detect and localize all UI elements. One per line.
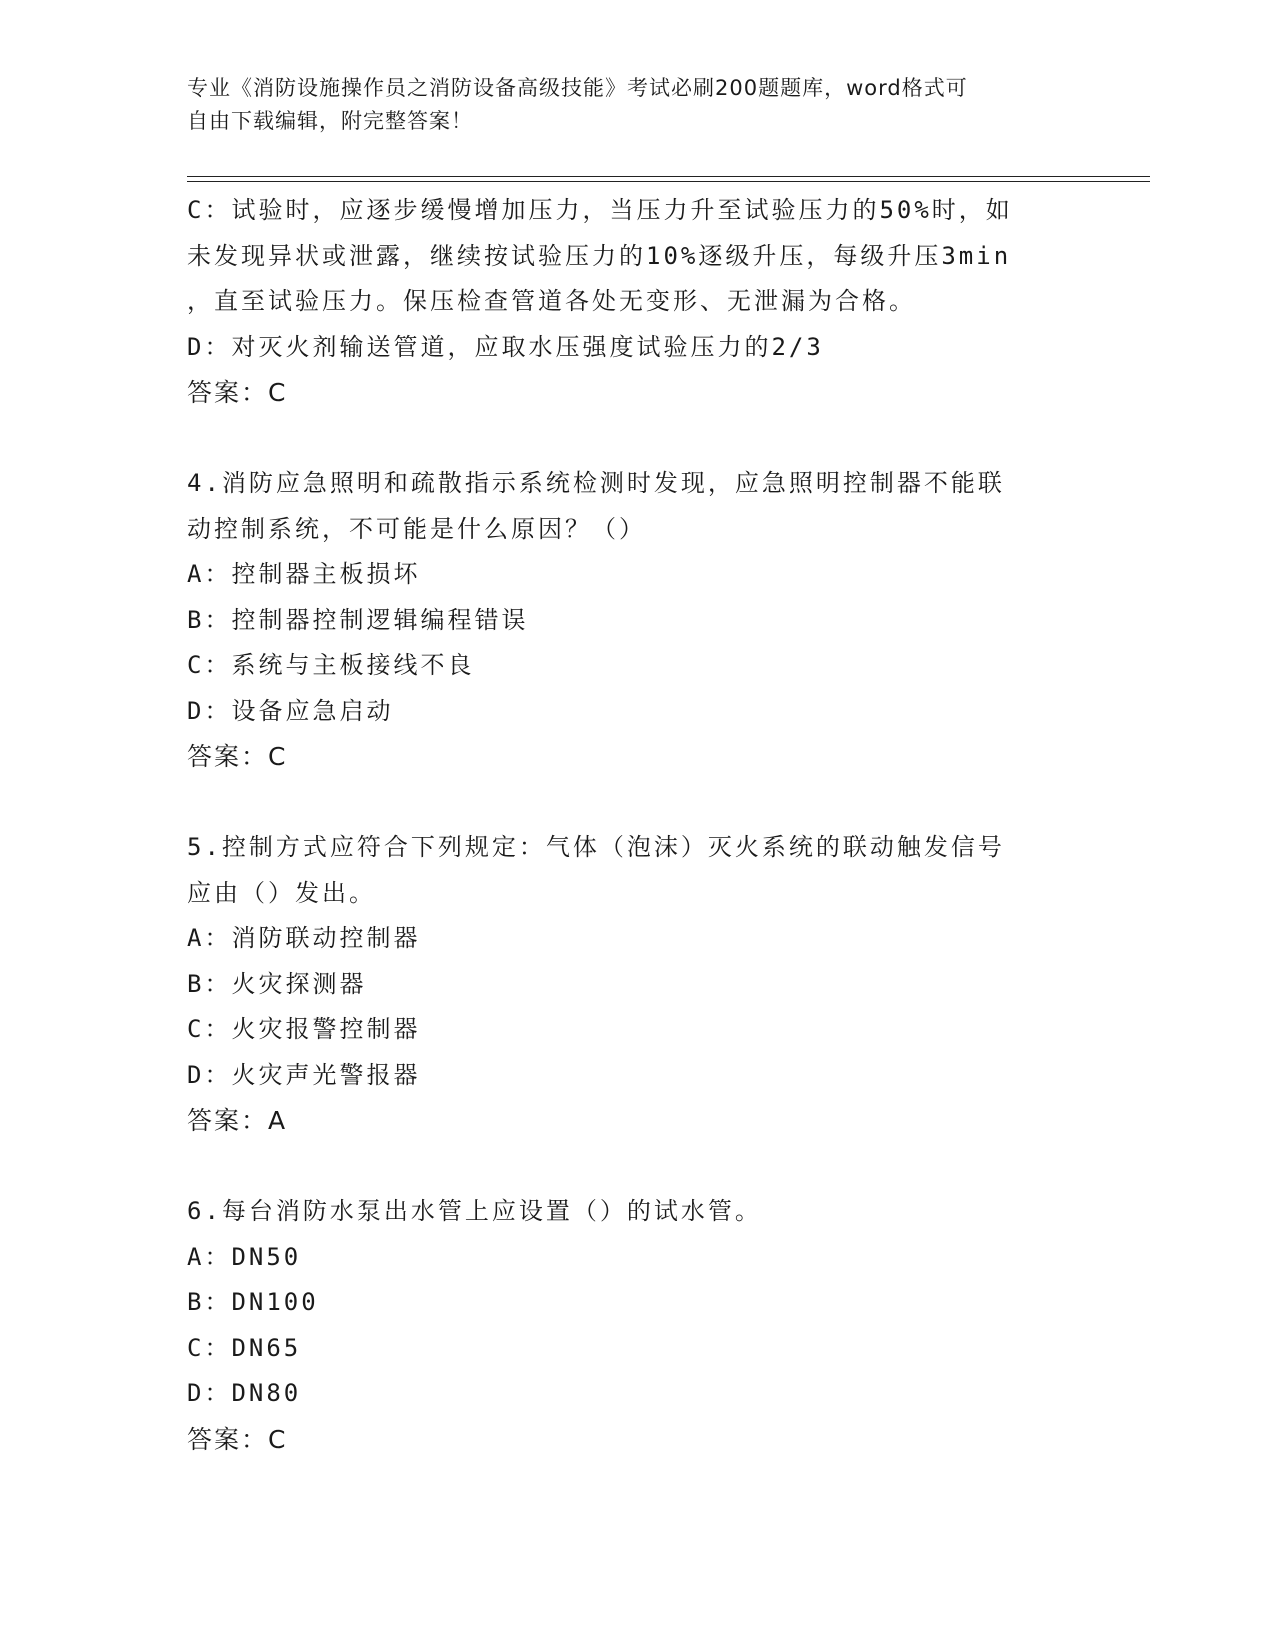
- header-rule-top: [187, 176, 1150, 177]
- spacer: [187, 416, 1087, 462]
- q5-answer: 答案：A: [187, 1106, 288, 1135]
- header-rule-bottom: [187, 181, 1150, 182]
- document-header: [187, 72, 1087, 138]
- q6-option-b: B：DN100: [187, 1288, 319, 1316]
- q3-option-d: D：对灭火剂输送管道，应取水压强度试验压力的2/3: [187, 332, 824, 361]
- question-3-tail: [187, 188, 1087, 416]
- q5-stem-line-1: 5.控制方式应符合下列规定：气体（泡沫）灭火系统的联动触发信号: [187, 833, 1005, 861]
- spacer: [187, 1144, 1087, 1190]
- question-6: [187, 1189, 1087, 1462]
- q3-option-c-line-1: C：试验时，应逐步缓慢增加压力，当压力升至试验压力的50%时，如: [187, 196, 1013, 224]
- q6-option-c: C：DN65: [187, 1333, 302, 1362]
- q4-option-c: C：系统与主板接线不良: [187, 651, 475, 679]
- header-line-2: 自由下载编辑，附完整答案！: [187, 109, 473, 133]
- q4-option-a: A：控制器主板损坏: [187, 560, 421, 588]
- q3-option-c-line-2: 未发现异状或泄露，继续按试验压力的10%逐级升压，每级升压3min: [187, 241, 1012, 270]
- question-5: [187, 825, 1087, 1144]
- q6-stem-line-1: 6.每台消防水泵出水管上应设置（）的试水管。: [187, 1197, 762, 1225]
- q4-answer: 答案：C: [187, 742, 288, 771]
- header-line-1: 专业《消防设施操作员之消防设备高级技能》考试必刷200题题库，word格式可: [187, 76, 968, 100]
- q6-option-d: D：DN80: [187, 1379, 302, 1407]
- q4-option-b: B：控制器控制逻辑编程错误: [187, 605, 529, 634]
- q4-stem-line-1: 4.消防应急照明和疏散指示系统检测时发现，应急照明控制器不能联: [187, 469, 1005, 497]
- question-4: [187, 461, 1087, 780]
- q5-option-b: B：火灾探测器: [187, 969, 367, 998]
- q5-option-c: C：火灾报警控制器: [187, 1015, 421, 1043]
- q5-option-d: D：火灾声光警报器: [187, 1060, 421, 1089]
- spacer: [187, 780, 1087, 826]
- q6-option-a: A：DN50: [187, 1242, 302, 1271]
- q5-option-a: A：消防联动控制器: [187, 924, 421, 952]
- q5-stem-line-2: 应由（）发出。: [187, 878, 376, 907]
- q3-answer: 答案：C: [187, 378, 288, 407]
- q4-option-d: D：设备应急启动: [187, 696, 394, 725]
- q4-stem-line-2: 动控制系统，不可能是什么原因？（）: [187, 514, 646, 543]
- q6-answer: 答案：C: [187, 1424, 288, 1454]
- question-list: [187, 188, 1087, 1462]
- q3-option-c-line-3: ，直至试验压力。保压检查管道各处无变形、无泄漏为合格。: [187, 287, 916, 315]
